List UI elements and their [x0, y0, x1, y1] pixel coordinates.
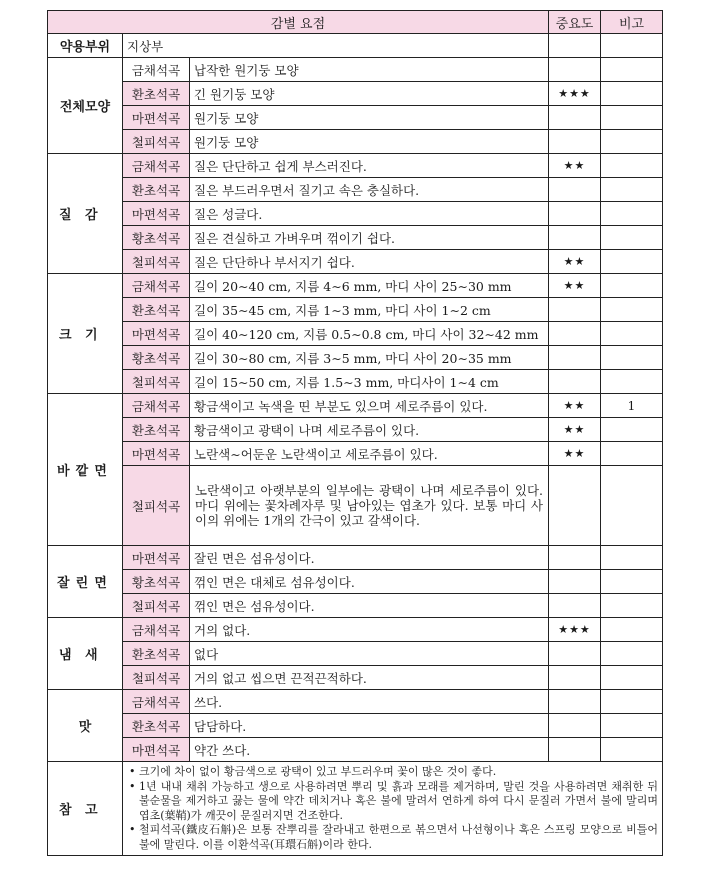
- herb-description: 원기둥 모양: [190, 106, 549, 130]
- table-row: [48, 666, 663, 690]
- importance-stars: [549, 298, 601, 322]
- identification-table: [47, 10, 663, 856]
- importance-stars: [549, 594, 601, 618]
- herb-description: 없다: [190, 642, 549, 666]
- table-row: [48, 594, 663, 618]
- herb-description: 노란색이고 아랫부분의 일부에는 광택이 나며 세로주름이 있다. 마디 위에는 꽃차례자루 및 남아있는 엽초가 있다. 보통 마디 사이의 위에는 1개의 간극이 있고 갈색이다.: [190, 466, 549, 546]
- importance-stars: [549, 666, 601, 690]
- importance-stars: ★★★: [549, 618, 601, 642]
- remark: [601, 666, 663, 690]
- reference-item: • 철피석곡(鐵皮石斛)은 보통 잔뿌리를 잘라내고 한편으로 볶으면서 나선형이나 혹은 스프링 모양으로 비틀어 불에 말린다. 이를 이환석곡(耳環石斛)이라 한다.: [129, 823, 658, 852]
- herb-name: 마편석곡: [123, 106, 190, 130]
- herb-description: 길이 15∼50 cm, 지름 1.5∼3 mm, 마디사이 1∼4 cm: [190, 370, 549, 394]
- herb-name: 환초석곡: [123, 642, 190, 666]
- remark: [601, 714, 663, 738]
- importance-stars: ★★: [549, 274, 601, 298]
- herb-description: 질은 부드러우면서 질기고 속은 충실하다.: [190, 178, 549, 202]
- remark: [601, 618, 663, 642]
- herb-description: 꺾인 면은 섬유성이다.: [190, 594, 549, 618]
- remark: [601, 130, 663, 154]
- herb-name: 환초석곡: [123, 178, 190, 202]
- remark: [601, 82, 663, 106]
- header-note: 비고: [601, 11, 663, 34]
- table-row: [48, 466, 663, 546]
- reference-item: • 1년 내내 채취 가능하고 생으로 사용하려면 뿌리 및 흙과 모래를 제거하며, 말린 것을 사용하려면 채취한 뒤 불순물을 제거하고 끓는 물에 약간 데치거나 혹은 불에 말려서 연하게 하여 다시 문질러 가면서 불에 말리며 엽초(葉鞘)가 깨끗이 문질러지면 건조한다.: [129, 780, 658, 824]
- remark: [601, 322, 663, 346]
- reference-notes: [123, 762, 663, 856]
- herb-name: 환초석곡: [123, 714, 190, 738]
- remark: [601, 690, 663, 714]
- herb-description: 꺾인 면은 대체로 섬유성이다.: [190, 570, 549, 594]
- section-title-text: 바 깥 면: [57, 464, 107, 479]
- table-row: [48, 690, 663, 714]
- section-title-text: 잘 린 면: [57, 576, 107, 591]
- importance-stars: [549, 570, 601, 594]
- table-row: [48, 58, 663, 82]
- herb-name: 철피석곡: [123, 594, 190, 618]
- table-row: [48, 570, 663, 594]
- herb-name: 금채석곡: [123, 154, 190, 178]
- remark: [601, 738, 663, 762]
- section-title: [48, 546, 123, 618]
- herb-name: 환초석곡: [123, 298, 190, 322]
- table-row: [48, 130, 663, 154]
- site-value: 지상부: [123, 34, 549, 58]
- importance-stars: [549, 690, 601, 714]
- importance-stars: [549, 346, 601, 370]
- section-title: [48, 274, 123, 394]
- herb-description: 쓰다.: [190, 690, 549, 714]
- remark: [601, 250, 663, 274]
- herb-description: 약간 쓰다.: [190, 738, 549, 762]
- reference-row: [48, 762, 663, 856]
- remark: [601, 370, 663, 394]
- herb-name: 금채석곡: [123, 690, 190, 714]
- herb-description: 질은 성글다.: [190, 202, 549, 226]
- section-title-text: 크 기: [59, 328, 98, 343]
- reference-title: [48, 762, 123, 856]
- importance-stars: ★★: [549, 442, 601, 466]
- remark: [601, 298, 663, 322]
- importance-stars: ★★★: [549, 82, 601, 106]
- importance-stars: [549, 466, 601, 546]
- herb-description: 거의 없고 씹으면 끈적끈적하다.: [190, 666, 549, 690]
- importance-stars: ★★: [549, 418, 601, 442]
- herb-name: 철피석곡: [123, 130, 190, 154]
- remark: [601, 226, 663, 250]
- table-row: [48, 202, 663, 226]
- remark: [601, 418, 663, 442]
- remark: [601, 178, 663, 202]
- remark: [601, 346, 663, 370]
- section-title: [48, 690, 123, 762]
- table-row: [48, 442, 663, 466]
- importance-stars: [549, 58, 601, 82]
- table-row: [48, 178, 663, 202]
- remark: [601, 154, 663, 178]
- header-row: [48, 11, 663, 34]
- table-row: [48, 106, 663, 130]
- table-row: [48, 618, 663, 642]
- herb-description: 길이 30∼80 cm, 지름 3∼5 mm, 마디 사이 20∼35 mm: [190, 346, 549, 370]
- remark: [601, 466, 663, 546]
- herb-description: 담담하다.: [190, 714, 549, 738]
- remark: [601, 58, 663, 82]
- herb-description: 황금색이고 광택이 나며 세로주름이 있다.: [190, 418, 549, 442]
- herb-description: 질은 견실하고 가벼우며 꺾이기 쉽다.: [190, 226, 549, 250]
- herb-name: 마편석곡: [123, 322, 190, 346]
- herb-description: 노란색∼어둔운 노란색이고 세로주름이 있다.: [190, 442, 549, 466]
- reference-list: [123, 762, 662, 855]
- reference-item: • 크기에 차이 없이 황금색으로 광택이 있고 부드러우며 꽃이 많은 것이 좋다.: [129, 765, 658, 780]
- herb-description: 납작한 원기둥 모양: [190, 58, 549, 82]
- site-note: [601, 34, 663, 58]
- herb-description: 황금색이고 녹색을 띤 부분도 있으며 세로주름이 있다.: [190, 394, 549, 418]
- remark: [601, 106, 663, 130]
- herb-description: 길이 40∼120 cm, 지름 0.5∼0.8 cm, 마디 사이 32∼42 mm: [190, 322, 549, 346]
- importance-stars: [549, 546, 601, 570]
- section-title-text: 맛: [78, 720, 92, 735]
- table-row: [48, 738, 663, 762]
- herb-description: 잘린 면은 섬유성이다.: [190, 546, 549, 570]
- section-title-text: 냄 새: [59, 648, 98, 663]
- herb-name: 황초석곡: [123, 346, 190, 370]
- table-row: [48, 394, 663, 418]
- herb-name: 철피석곡: [123, 666, 190, 690]
- table-row: [48, 546, 663, 570]
- header-points: 감별 요점: [48, 11, 549, 34]
- herb-description: 길이 35∼45 cm, 지름 1∼3 mm, 마디 사이 1∼2 cm: [190, 298, 549, 322]
- herb-description: 원기둥 모양: [190, 130, 549, 154]
- table-row: [48, 322, 663, 346]
- importance-stars: [549, 370, 601, 394]
- herb-name: 금채석곡: [123, 394, 190, 418]
- herb-name: 마편석곡: [123, 738, 190, 762]
- site-label: 약용부위: [48, 34, 123, 58]
- table-row: [48, 226, 663, 250]
- importance-stars: [549, 738, 601, 762]
- importance-stars: ★★: [549, 154, 601, 178]
- section-title-text: 질 감: [59, 208, 98, 223]
- importance-stars: [549, 226, 601, 250]
- site-importance: [549, 34, 601, 58]
- herb-description: 질은 단단하나 부서지기 쉽다.: [190, 250, 549, 274]
- herb-name: 황초석곡: [123, 226, 190, 250]
- importance-stars: [549, 202, 601, 226]
- remark: 1: [601, 394, 663, 418]
- importance-stars: ★★: [549, 394, 601, 418]
- herb-name: 금채석곡: [123, 58, 190, 82]
- herb-name: 마편석곡: [123, 546, 190, 570]
- importance-stars: [549, 178, 601, 202]
- table-row: [48, 346, 663, 370]
- importance-stars: [549, 714, 601, 738]
- herb-name: 환초석곡: [123, 418, 190, 442]
- herb-name: 철피석곡: [123, 250, 190, 274]
- section-title-text: 전체모양: [59, 100, 111, 115]
- herb-name: 마편석곡: [123, 442, 190, 466]
- herb-name: 환초석곡: [123, 82, 190, 106]
- table-row: [48, 642, 663, 666]
- importance-stars: [549, 106, 601, 130]
- table-row: [48, 154, 663, 178]
- importance-stars: ★★: [549, 250, 601, 274]
- table-row: [48, 418, 663, 442]
- table-row: [48, 274, 663, 298]
- reference-title-text: 참 고: [59, 803, 98, 818]
- table-row: [48, 82, 663, 106]
- remark: [601, 594, 663, 618]
- remark: [601, 202, 663, 226]
- table-row: [48, 298, 663, 322]
- herb-description: 거의 없다.: [190, 618, 549, 642]
- importance-stars: [549, 130, 601, 154]
- herb-name: 철피석곡: [123, 370, 190, 394]
- herb-name: 철피석곡: [123, 466, 190, 546]
- herb-name: 금채석곡: [123, 274, 190, 298]
- section-title: [48, 394, 123, 546]
- remark: [601, 570, 663, 594]
- table-row: [48, 370, 663, 394]
- herb-name: 마편석곡: [123, 202, 190, 226]
- site-row: [48, 34, 663, 58]
- herb-name: 황초석곡: [123, 570, 190, 594]
- herb-description: 질은 단단하고 쉽게 부스러진다.: [190, 154, 549, 178]
- importance-stars: [549, 642, 601, 666]
- section-title: [48, 618, 123, 690]
- header-importance: 중요도: [549, 11, 601, 34]
- importance-stars: [549, 322, 601, 346]
- section-title: [48, 58, 123, 154]
- herb-description: 길이 20∼40 cm, 지름 4∼6 mm, 마디 사이 25∼30 mm: [190, 274, 549, 298]
- remark: [601, 442, 663, 466]
- herb-description: 긴 원기둥 모양: [190, 82, 549, 106]
- table-row: [48, 714, 663, 738]
- table-row: [48, 250, 663, 274]
- remark: [601, 274, 663, 298]
- remark: [601, 642, 663, 666]
- herb-name: 금채석곡: [123, 618, 190, 642]
- remark: [601, 546, 663, 570]
- section-title: [48, 154, 123, 274]
